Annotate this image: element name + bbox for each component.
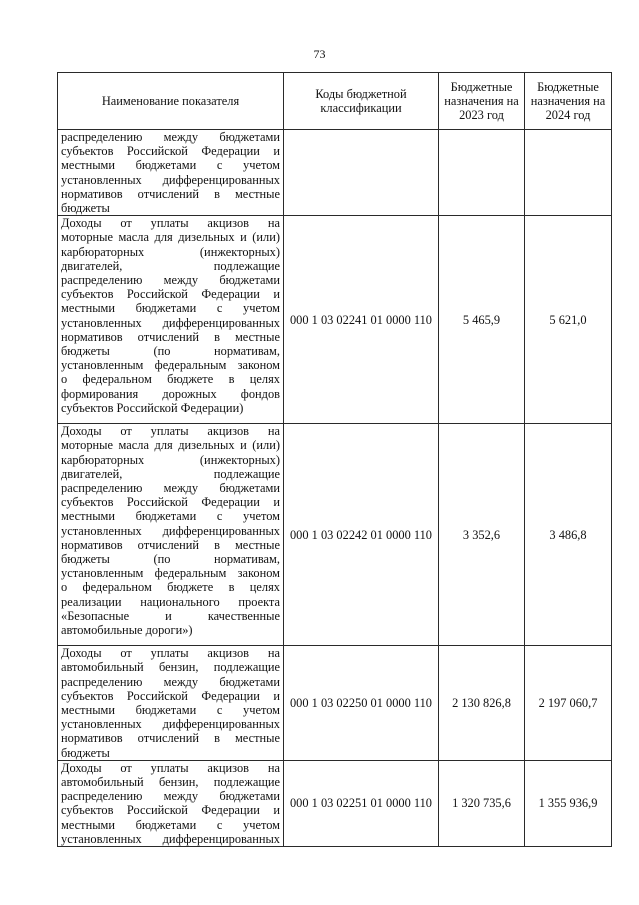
indicator-name-line: двигателей, подлежащие bbox=[61, 466, 280, 481]
indicator-name-line: распределению между бюджетами bbox=[61, 130, 280, 144]
header-budget-2023: Бюджетные назначения на 2023 год bbox=[439, 73, 525, 130]
indicator-name-line: субъектов Российской Федерации и bbox=[61, 287, 280, 302]
budget-2024-cell: 3 486,8 bbox=[525, 424, 612, 646]
indicator-name-line: местными бюджетами с учетом bbox=[61, 158, 280, 173]
indicator-name-line: субъектов Российской Федерации и bbox=[61, 688, 280, 703]
indicator-name-cell bbox=[58, 424, 284, 646]
indicator-name-line: местными бюджетами с учетом bbox=[61, 509, 280, 524]
budget-2024-cell: 1 355 936,9 bbox=[525, 760, 612, 846]
budget-code-cell: 000 1 03 02241 01 0000 110 bbox=[284, 216, 439, 424]
indicator-name-line: о федеральном бюджете в целях bbox=[61, 372, 280, 387]
indicator-name-line: субъектов Российской Федерации и bbox=[61, 803, 280, 818]
indicator-name-cell bbox=[58, 646, 284, 761]
indicator-name-line: формирования дорожных фондов bbox=[61, 386, 280, 401]
indicator-name-line: установленных дифференцированных bbox=[61, 315, 280, 330]
indicator-name-line: моторные масла для дизельных и (или) bbox=[61, 438, 280, 453]
indicator-name-line: установленным федеральным законом bbox=[61, 358, 280, 373]
indicator-name-line: установленных дифференцированных bbox=[61, 831, 280, 846]
indicator-name-line: карбюраторных (инжекторных) bbox=[61, 244, 280, 259]
table-row bbox=[58, 424, 612, 646]
indicator-name-line: «Безопасные и качественные bbox=[61, 608, 280, 623]
indicator-name-line: распределению между бюджетами bbox=[61, 789, 280, 804]
indicator-name-line: бюджеты (по нормативам, bbox=[61, 552, 280, 567]
budget-2024-cell: 5 621,0 bbox=[525, 216, 612, 424]
indicator-name-line: Доходы от уплаты акцизов на bbox=[61, 646, 280, 661]
indicator-name-line: нормативов отчислений в местные bbox=[61, 329, 280, 344]
indicator-name-line: Доходы от уплаты акцизов на bbox=[61, 760, 280, 775]
indicator-name-line: местными бюджетами с учетом bbox=[61, 703, 280, 718]
budget-table bbox=[57, 72, 612, 847]
table-row bbox=[58, 760, 612, 846]
indicator-name-line: установленных дифференцированных bbox=[61, 717, 280, 732]
budget-2023-cell bbox=[439, 130, 525, 216]
indicator-name-line: установленных дифференцированных bbox=[61, 172, 280, 187]
table-row bbox=[58, 216, 612, 424]
indicator-name-line: установленных дифференцированных bbox=[61, 523, 280, 538]
budget-code-cell bbox=[284, 130, 439, 216]
header-budget-2024: Бюджетные назначения на 2024 год bbox=[525, 73, 612, 130]
indicator-name-line: бюджеты (по нормативам, bbox=[61, 344, 280, 359]
budget-2024-cell: 2 197 060,7 bbox=[525, 646, 612, 761]
budget-2023-cell: 3 352,6 bbox=[439, 424, 525, 646]
table-header-row bbox=[58, 73, 612, 130]
budget-code-cell: 000 1 03 02251 01 0000 110 bbox=[284, 760, 439, 846]
indicator-name-line: распределению между бюджетами bbox=[61, 273, 280, 288]
indicator-name-line: установленным федеральным законом bbox=[61, 566, 280, 581]
indicator-name-line: карбюраторных (инжекторных) bbox=[61, 452, 280, 467]
table-row bbox=[58, 130, 612, 216]
header-indicator-name: Наименование показателя bbox=[58, 73, 284, 130]
budget-2023-cell: 2 130 826,8 bbox=[439, 646, 525, 761]
indicator-name-line: субъектов Российской Федерации и bbox=[61, 144, 280, 159]
indicator-name-cell bbox=[58, 130, 284, 216]
budget-2023-cell: 1 320 735,6 bbox=[439, 760, 525, 846]
indicator-name-cell bbox=[58, 760, 284, 846]
table-row bbox=[58, 646, 612, 761]
indicator-name-line: бюджеты bbox=[61, 745, 110, 760]
indicator-name-line: нормативов отчислений в местные bbox=[61, 731, 280, 746]
budget-2023-cell: 5 465,9 bbox=[439, 216, 525, 424]
indicator-name-line: субъектов Российской Федерации и bbox=[61, 495, 280, 510]
page-number: 73 bbox=[313, 47, 326, 61]
indicator-name-line: реализации национального проекта bbox=[61, 594, 280, 609]
indicator-name-line: местными бюджетами с учетом bbox=[61, 301, 280, 316]
indicator-name-line: моторные масла для дизельных и (или) bbox=[61, 230, 280, 245]
indicator-name-line: распределению между бюджетами bbox=[61, 674, 280, 689]
indicator-name-line: субъектов Российской Федерации) bbox=[61, 400, 244, 415]
indicator-name-line: автомобильные дороги») bbox=[61, 623, 193, 638]
indicator-name-line: бюджеты bbox=[61, 201, 110, 216]
indicator-name-line: Доходы от уплаты акцизов на bbox=[61, 216, 280, 231]
indicator-name-line: нормативов отчислений в местные bbox=[61, 537, 280, 552]
indicator-name-line: автомобильный бензин, подлежащие bbox=[61, 660, 280, 675]
budget-code-cell: 000 1 03 02250 01 0000 110 bbox=[284, 646, 439, 761]
indicator-name-line: о федеральном бюджете в целях bbox=[61, 580, 280, 595]
budget-code-cell: 000 1 03 02242 01 0000 110 bbox=[284, 424, 439, 646]
indicator-name-cell bbox=[58, 216, 284, 424]
budget-2024-cell bbox=[525, 130, 612, 216]
indicator-name-line: нормативов отчислений в местные bbox=[61, 186, 280, 201]
indicator-name-line: распределению между бюджетами bbox=[61, 481, 280, 496]
indicator-name-line: местными бюджетами с учетом bbox=[61, 817, 280, 832]
indicator-name-line: автомобильный бензин, подлежащие bbox=[61, 775, 280, 790]
indicator-name-line: двигателей, подлежащие bbox=[61, 258, 280, 273]
indicator-name-line: Доходы от уплаты акцизов на bbox=[61, 424, 280, 439]
header-budget-code: Коды бюджетной классификации bbox=[284, 73, 439, 130]
